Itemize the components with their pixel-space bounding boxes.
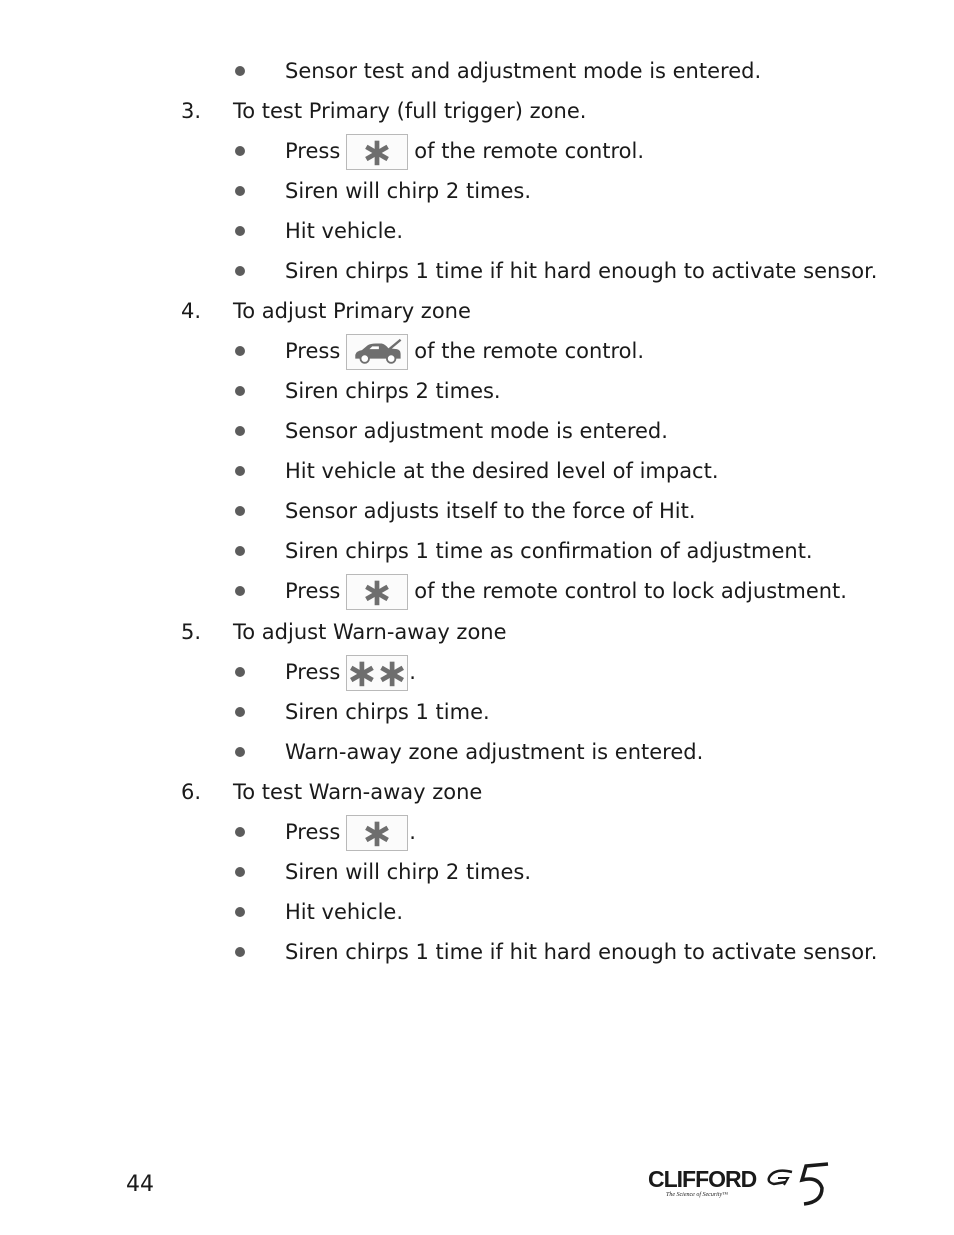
step-number: 5.	[181, 620, 202, 644]
g5-mark-icon	[769, 1164, 828, 1204]
bullet-text: Siren chirps 2 times.	[285, 379, 501, 403]
bullet-dot	[235, 707, 245, 717]
step-number: 3.	[181, 99, 202, 123]
bullet-text	[285, 812, 416, 852]
bullet-dot	[235, 827, 245, 837]
bullet-text-tail: of the remote control to lock adjustment.	[414, 579, 847, 603]
press-label: Press	[285, 339, 341, 363]
bullet-dot	[235, 667, 245, 677]
step-text: To adjust Warn-away zone	[233, 620, 507, 644]
remote-button	[346, 334, 408, 370]
bullet-dot	[235, 146, 245, 156]
press-label: Press	[285, 579, 341, 603]
bullet-dot	[235, 346, 245, 356]
bullet-text: Warn-away zone adjustment is entered.	[285, 740, 704, 764]
press-label: Press	[285, 660, 341, 684]
step-text: To test Warn-away zone	[233, 780, 483, 804]
bullet-dot	[235, 226, 245, 236]
bullet-dot	[235, 266, 245, 276]
bullet-dot	[235, 426, 245, 436]
bullet-text: Hit vehicle.	[285, 219, 404, 243]
bullet-dot	[235, 867, 245, 877]
bullet-text: Siren chirps 1 time as confirmation of adjustment.	[285, 539, 813, 563]
bullet-text: Siren chirps 1 time.	[285, 700, 490, 724]
brand-tagline: The Science of Security™	[666, 1192, 729, 1198]
bullet-text-tail: .	[409, 820, 416, 844]
bullet-text: Siren chirps 1 time if hit hard enough to activate sensor.	[285, 259, 878, 283]
bullet-dot	[235, 186, 245, 196]
car-trunk-icon	[347, 335, 407, 369]
bullet-dot	[235, 546, 245, 556]
asterisk-icon	[347, 816, 407, 850]
bullet-dot	[235, 747, 245, 757]
step-number: 4.	[181, 299, 202, 323]
bullet-text: Sensor adjusts itself to the force of Hit.	[285, 499, 696, 523]
remote-button	[346, 134, 408, 170]
bullet-dot	[235, 66, 245, 76]
bullet-dot	[235, 386, 245, 396]
bullet-text: Sensor test and adjustment mode is entered.	[285, 59, 762, 83]
double-asterisk-icon	[347, 656, 407, 690]
asterisk-icon	[347, 135, 407, 169]
remote-button	[346, 574, 408, 610]
bullet-text	[285, 571, 847, 611]
bullet-text: Siren will chirp 2 times.	[285, 179, 532, 203]
bullet-dot	[235, 466, 245, 476]
bullet-dot	[235, 506, 245, 516]
bullet-dot	[235, 907, 245, 917]
asterisk-icon	[347, 575, 407, 609]
bullet-text	[285, 652, 416, 692]
press-label: Press	[285, 820, 341, 844]
bullet-dot	[235, 947, 245, 957]
clifford-logo	[646, 1160, 830, 1210]
remote-button	[346, 655, 408, 691]
step-number: 6.	[181, 780, 202, 804]
bullet-text-tail: of the remote control.	[414, 139, 645, 163]
brand-wordmark: CLIFFORD	[648, 1166, 757, 1192]
bullet-dot	[235, 586, 245, 596]
bullet-text: Hit vehicle at the desired level of impact.	[285, 459, 719, 483]
bullet-text	[285, 331, 644, 371]
bullet-text: Siren chirps 1 time if hit hard enough to activate sensor.	[285, 940, 878, 964]
bullet-text	[285, 131, 644, 171]
step-text: To adjust Primary zone	[233, 299, 471, 323]
bullet-text-tail: of the remote control.	[414, 339, 645, 363]
step-text: To test Primary (full trigger) zone.	[233, 99, 587, 123]
bullet-text: Siren will chirp 2 times.	[285, 860, 532, 884]
remote-button	[346, 815, 408, 851]
press-label: Press	[285, 139, 341, 163]
bullet-text-tail: .	[409, 660, 416, 684]
bullet-text: Sensor adjustment mode is entered.	[285, 419, 668, 443]
bullet-text: Hit vehicle.	[285, 900, 404, 924]
page-number: 44	[126, 1172, 154, 1197]
